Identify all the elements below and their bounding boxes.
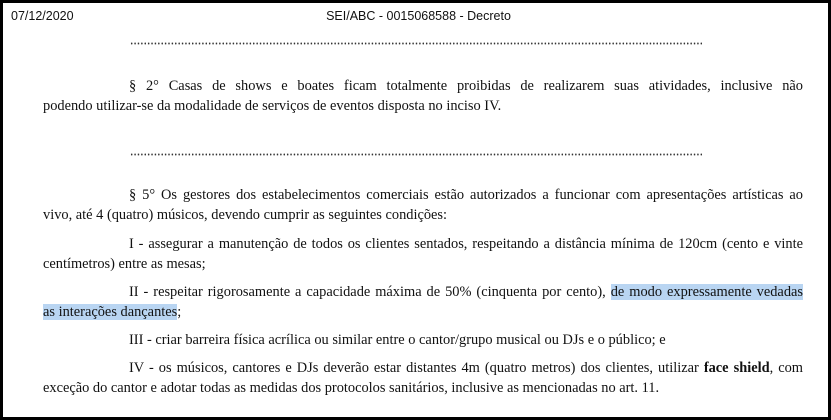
ellipsis-separator [130, 42, 702, 45]
paragraph-2 [43, 76, 803, 116]
paragraph-line [43, 358, 803, 378]
item-iv-text: , com [769, 360, 803, 376]
item-ii-text: II - respeitar rigorosamente a capacidade máxima de 50% (cinquenta por cento), [129, 284, 611, 300]
item-iii [43, 330, 803, 350]
ellipsis-separator [130, 153, 702, 156]
paragraph-5 [43, 185, 803, 225]
header-title: SEI/ABC - 0015068588 - Decreto [326, 9, 511, 23]
paragraph-line: exceção do cantor e adotar todas as medidas dos protocolos sanitários, inclusive as mencionadas no art. 11. [43, 380, 660, 396]
paragraph-line [43, 302, 803, 322]
paragraph-line: III - criar barreira física acrílica ou similar entre o cantor/grupo musical ou DJs e o público; e [129, 332, 666, 348]
paragraph-line: § 5° Os gestores dos estabelecimentos comerciais estão autorizados a funcionar com apresentações artísticas ao [129, 187, 803, 203]
paragraph-line [43, 282, 803, 302]
item-iv-text: IV - os músicos, cantores e DJs deverão estar distantes 4m (quatro metros) dos clientes, utilizar [129, 360, 704, 376]
bold-term: face shield [703, 360, 770, 376]
paragraph-line: centímetros) entre as mesas; [43, 256, 206, 272]
paragraph-line: I - assegurar a manutenção de todos os clientes sentados, respeitando a distância mínima de 120cm (cento e vinte [129, 236, 803, 252]
paragraph-line: podendo utilizar-se da modalidade de serviços de eventos disposta no inciso IV. [43, 98, 502, 114]
item-iv [43, 358, 803, 398]
highlighted-text[interactable]: as interações dançantes [43, 304, 178, 320]
item-ii-text: ; [177, 304, 182, 320]
item-i [43, 234, 803, 274]
paragraph-line: § 2° Casas de shows e boates ficam totalmente proibidas de realizarem suas atividades, inclusive não [129, 78, 803, 94]
paragraph-line: vivo, até 4 (quatro) músicos, devendo cumprir as seguintes condições: [43, 207, 448, 223]
header-date: 07/12/2020 [11, 9, 74, 23]
highlighted-text[interactable]: de modo expressamente vedadas [610, 284, 804, 300]
page-header [3, 7, 831, 27]
item-ii [43, 282, 803, 322]
